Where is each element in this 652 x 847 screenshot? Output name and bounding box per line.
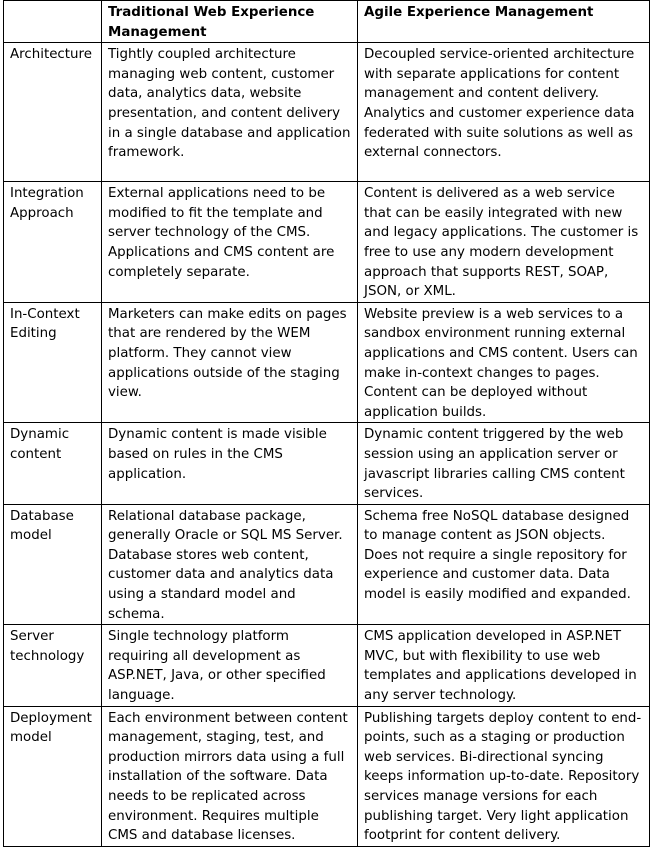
traditional-cell: Relational database package, generally Oracle or SQL MS Server. Database stores web content, customer data and analytics data using a standard model and schema. [102, 504, 358, 625]
table-row [4, 43, 650, 182]
table-row [4, 504, 650, 625]
traditional-cell: Dynamic content is made visible based on rules in the CMS application. [102, 423, 358, 504]
header-row [4, 1, 650, 43]
table-row [4, 302, 650, 423]
traditional-cell: Each environment between content management, staging, test, and production mirrors data using a full installation of the software. Data needs to be replicated across environment. Requires multiple CMS and database licenses. [102, 706, 358, 846]
traditional-cell: Tightly coupled architecture managing web content, customer data, analytics data, website presentation, and content delivery in a single database and application framework. [102, 43, 358, 182]
header-agile: Agile Experience Management [358, 1, 650, 43]
row-label-architecture: Architecture [4, 43, 102, 182]
agile-cell: Dynamic content triggered by the web session using an application server or javascript libraries calling CMS content services. [358, 423, 650, 504]
row-label-deployment-model: Deployment model [4, 706, 102, 846]
agile-cell: Content is delivered as a web service that can be easily integrated with new and legacy applications. The customer is free to use any modern development approach that supports REST, SOAP, JSON, or XML. [358, 182, 650, 303]
row-label-server-technology: Server technology [4, 625, 102, 706]
agile-cell: Decoupled service-oriented architecture with separate applications for content management and content delivery. Analytics and customer experience data federated with suite solutions as well as external connectors. [358, 43, 650, 182]
traditional-cell: Single technology platform requiring all development as ASP.NET, Java, or other specified language. [102, 625, 358, 706]
table-row [4, 706, 650, 846]
table-row [4, 625, 650, 706]
agile-cell: Publishing targets deploy content to end-points, such as a staging or production web services. Bi-directional syncing keeps information up-to-date. Repository services manage versions for each publishing target. Very light application footprint for content delivery. [358, 706, 650, 846]
row-label-database-model: Database model [4, 504, 102, 625]
row-label-dynamic-content: Dynamic content [4, 423, 102, 504]
header-traditional: Traditional Web Experience Management [102, 1, 358, 43]
header-blank-cell [4, 1, 102, 43]
agile-cell: Schema free NoSQL database designed to manage content as JSON objects. Does not require a single repository for experience and customer data. Data model is easily modified and expanded. [358, 504, 650, 625]
row-label-integration-approach: Integration Approach [4, 182, 102, 303]
traditional-cell: Marketers can make edits on pages that are rendered by the WEM platform. They cannot view applications outside of the staging view. [102, 302, 358, 423]
agile-cell: Website preview is a web services to a sandbox environment running external applications and CMS content. Users can make in-context changes to pages. Content can be deployed without application builds. [358, 302, 650, 423]
row-label-in-context-editing: In-Context Editing [4, 302, 102, 423]
table-row [4, 182, 650, 303]
comparison-table [3, 0, 650, 847]
traditional-cell: External applications need to be modified to fit the template and server technology of the CMS. Applications and CMS content are completely separate. [102, 182, 358, 303]
table-row [4, 423, 650, 504]
agile-cell: CMS application developed in ASP.NET MVC, but with flexibility to use web templates and applications developed in any server technology. [358, 625, 650, 706]
